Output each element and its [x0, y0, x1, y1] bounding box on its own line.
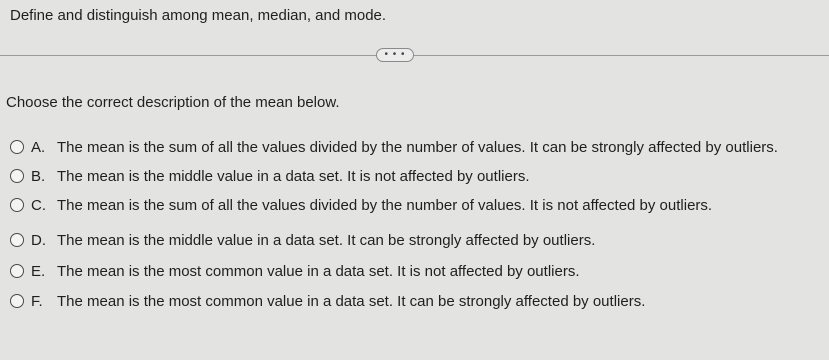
radio-button-b[interactable] — [10, 169, 24, 183]
option-a[interactable] — [10, 136, 778, 158]
radio-button-c[interactable] — [10, 198, 24, 212]
option-text-d: The mean is the middle value in a data set. It can be strongly affected by outliers. — [57, 231, 596, 249]
section-divider — [0, 55, 829, 56]
option-letter-e: E. — [31, 262, 46, 280]
option-c[interactable] — [10, 194, 712, 216]
option-text-c: The mean is the sum of all the values divided by the number of values. It is not affected by outliers. — [57, 196, 713, 214]
option-f[interactable] — [10, 290, 645, 312]
radio-button-a[interactable] — [10, 140, 24, 154]
question-instruction: Choose the correct description of the mean below. — [6, 94, 340, 111]
option-text-a: The mean is the sum of all the values divided by the number of values. It can be strongly affected by outliers. — [57, 138, 778, 156]
option-e[interactable] — [10, 260, 580, 282]
option-letter-f: F. — [31, 292, 43, 310]
option-letter-d: D. — [31, 231, 46, 249]
option-text-f: The mean is the most common value in a data set. It can be strongly affected by outliers. — [57, 292, 646, 310]
option-letter-b: B. — [31, 167, 46, 185]
question-prompt: Define and distinguish among mean, median, and mode. — [10, 7, 387, 24]
radio-button-e[interactable] — [10, 264, 24, 278]
option-letter-c: C. — [31, 196, 46, 214]
radio-button-f[interactable] — [10, 294, 24, 308]
option-b[interactable] — [10, 165, 530, 187]
option-text-e: The mean is the most common value in a data set. It is not affected by outliers. — [57, 262, 580, 280]
option-text-b: The mean is the middle value in a data set. It is not affected by outliers. — [57, 167, 530, 185]
radio-button-d[interactable] — [10, 233, 24, 247]
option-letter-a: A. — [31, 138, 46, 156]
expand-more-button[interactable]: • • • — [376, 48, 414, 62]
option-d[interactable] — [10, 229, 595, 251]
